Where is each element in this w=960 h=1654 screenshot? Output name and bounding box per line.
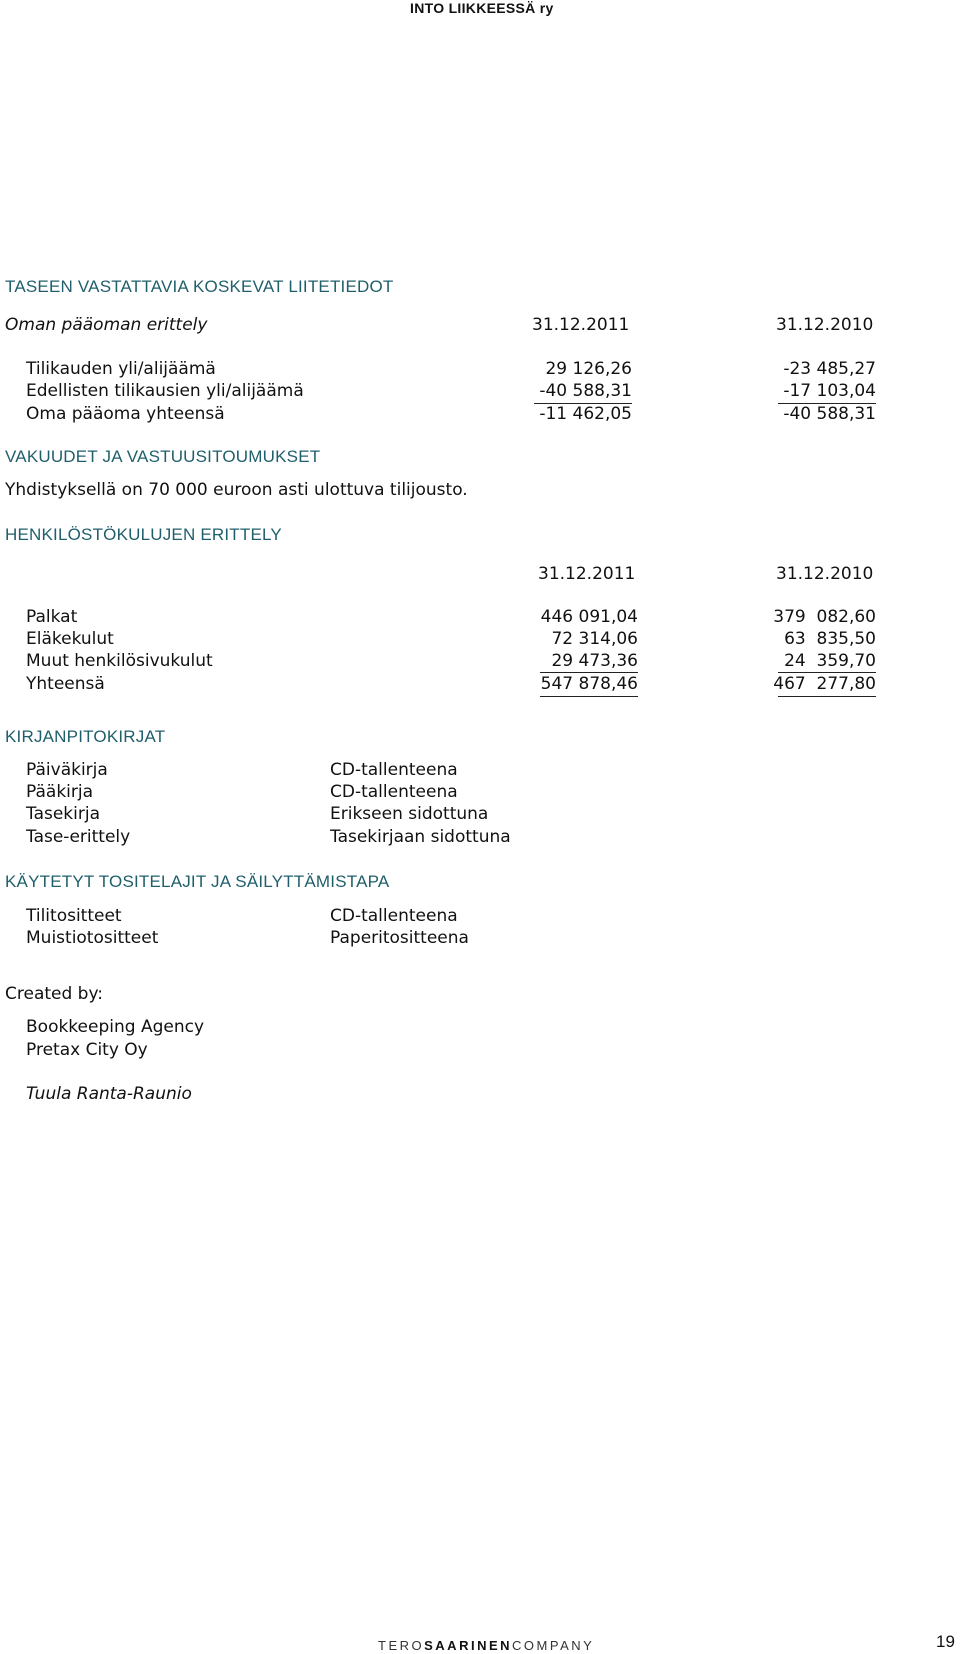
equity-row-label: Tilikauden yli/alijäämä — [26, 359, 216, 379]
signer-name: Tuula Ranta-Raunio — [26, 1084, 192, 1104]
staff-total-rule-2010 — [778, 696, 876, 697]
staff-total-value-2011: 547 878,46 — [540, 674, 638, 694]
equity-subtitle: Oman pääoman erittely — [5, 315, 208, 335]
staff-total-label: Yhteensä — [26, 674, 105, 694]
books-row-label: Tase-erittely — [26, 827, 131, 847]
books-row-value: Erikseen sidottuna — [330, 804, 489, 824]
vouchers-row-value: Paperitositteena — [330, 928, 469, 948]
equity-col-2011: 31.12.2011 — [532, 315, 630, 335]
section-title-taseen: TASEEN VASTATTAVIA KOSKEVAT LIITETIEDOT — [5, 277, 394, 296]
staff-row-label: Palkat — [26, 607, 78, 627]
staff-total-rule-2011 — [540, 696, 638, 697]
equity-row-value-2011: 29 126,26 — [545, 359, 632, 379]
vakuudet-text: Yhdistyksellä on 70 000 euroon asti ulottuva tilijousto. — [5, 480, 468, 500]
staff-row-value-2010: 379 082,60 — [773, 607, 876, 627]
equity-row-label: Edellisten tilikausien yli/alijäämä — [26, 381, 304, 401]
books-row-label: Päiväkirja — [26, 760, 108, 780]
equity-row-value-2010: -40 588,31 — [783, 404, 876, 424]
staff-col-2010: 31.12.2010 — [776, 564, 874, 584]
staff-col-2011: 31.12.2011 — [538, 564, 636, 584]
section-title-henkilosto: HENKILÖSTÖKULUJEN ERITTELY — [5, 525, 282, 544]
vouchers-row-value: CD-tallenteena — [330, 906, 458, 926]
staff-row-label: Eläkekulut — [26, 629, 114, 649]
staff-row-value-2011: 446 091,04 — [540, 607, 638, 627]
staff-row-value-2011: 29 473,36 — [551, 651, 638, 671]
staff-row-value-2010: 24 359,70 — [784, 651, 876, 671]
vouchers-row-label: Muistiotositteet — [26, 928, 159, 948]
section-title-kirjanpito: KIRJANPITOKIRJAT — [5, 727, 166, 746]
books-row-value: CD-tallenteena — [330, 760, 458, 780]
created-by-label: Created by: — [5, 984, 104, 1004]
page-number: 19 — [936, 1632, 955, 1651]
equity-row-value-2011: -11 462,05 — [539, 404, 632, 424]
staff-row-value-2010: 63 835,50 — [784, 629, 876, 649]
created-by-agency: Bookkeeping Agency — [26, 1017, 205, 1037]
page-header-org: INTO LIIKKEESSÄ ry — [410, 0, 554, 16]
equity-row-value-2010: -23 485,27 — [783, 359, 876, 379]
footer-logo: TEROSAARINENCOMPANY — [378, 1638, 595, 1653]
section-title-vakuudet: VAKUUDET JA VASTUUSITOUMUKSET — [5, 447, 321, 466]
books-row-value: CD-tallenteena — [330, 782, 458, 802]
staff-total-value-2010: 467 277,80 — [773, 674, 876, 694]
equity-row-value-2011: -40 588,31 — [539, 381, 632, 401]
created-by-company: Pretax City Oy — [26, 1040, 148, 1060]
equity-row-label: Oma pääoma yhteensä — [26, 404, 225, 424]
books-row-label: Tasekirja — [26, 804, 101, 824]
books-row-value: Tasekirjaan sidottuna — [330, 827, 511, 847]
books-row-label: Pääkirja — [26, 782, 94, 802]
equity-col-2010: 31.12.2010 — [776, 315, 874, 335]
staff-row-label: Muut henkilösivukulut — [26, 651, 213, 671]
equity-row-value-2010: -17 103,04 — [783, 381, 876, 401]
section-title-tositelajit: KÄYTETYT TOSITELAJIT JA SÄILYTTÄMISTAPA — [5, 872, 390, 891]
staff-row-value-2011: 72 314,06 — [551, 629, 638, 649]
vouchers-row-label: Tilitositteet — [26, 906, 122, 926]
